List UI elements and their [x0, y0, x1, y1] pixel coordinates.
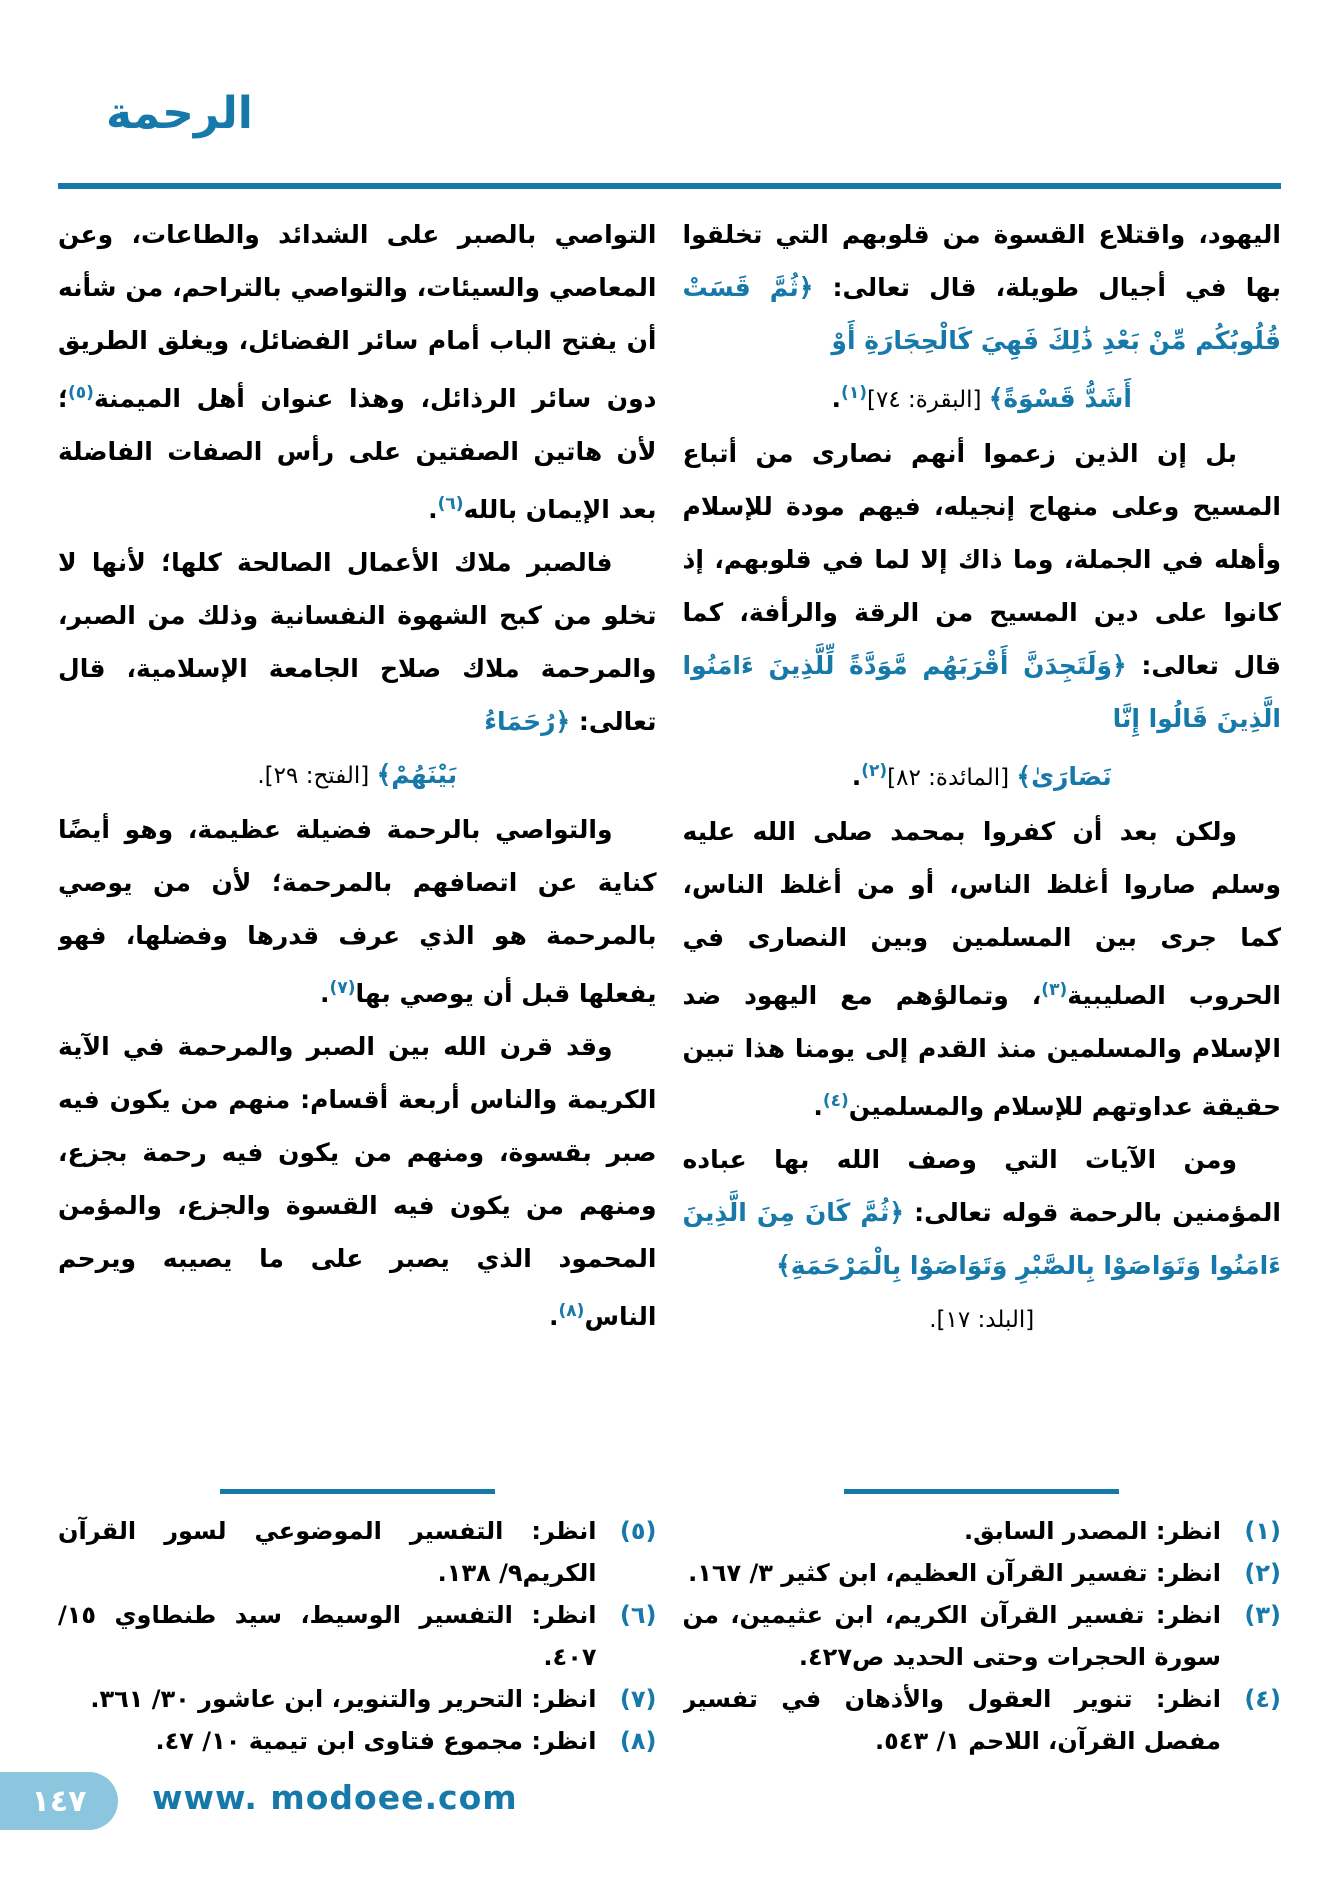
quran-verse: ﴿ثُمَّ كَانَ مِنَ الَّذِينَ ءَامَنُوا وَتَوَاصَوْا بِالصَّبْرِ وَتَوَاصَوْا بِالْمَرْحَمَةِ﴾	[682, 1198, 1281, 1280]
footnote	[683, 1594, 1282, 1678]
two-column-text-area	[58, 208, 1281, 1768]
footnote-ref: (٢)	[861, 761, 888, 781]
footnote-number: (٥)	[619, 1517, 657, 1545]
column-body-left	[58, 208, 657, 1343]
footnote-ref: (٣)	[1041, 980, 1068, 1000]
footnote-ref: (٦)	[437, 494, 464, 514]
verse-citation-line	[683, 367, 1282, 427]
footnote-number: (٧)	[619, 1685, 657, 1713]
ayah-citation: [الفتح: ٢٩].	[257, 763, 377, 789]
footnote-ref: (٨)	[558, 1301, 585, 1321]
body-text: .	[320, 979, 330, 1008]
paragraph	[683, 208, 1282, 427]
footnote-number: (٤)	[1244, 1685, 1281, 1713]
footnote-number: (٨)	[619, 1727, 657, 1755]
page-header-title: الرحمة	[106, 88, 253, 139]
text-column-left	[58, 208, 657, 1768]
footnote-text: انظر: المصدر السابق.	[964, 1517, 1221, 1545]
footnote-ref: (٥)	[68, 383, 94, 403]
footnote-separator	[844, 1489, 1119, 1494]
quran-verse: ﴿وَلَتَجِدَنَّ أَقْرَبَهُم مَّوَدَّةً لِّلَّذِينَ ءَامَنُوا الَّذِينَ قَالُوا إِنَّا	[682, 651, 1281, 733]
body-text: .	[549, 1302, 559, 1331]
paragraph	[58, 208, 657, 536]
footnote	[683, 1552, 1282, 1594]
footnote	[683, 1510, 1282, 1552]
body-text: .	[831, 384, 842, 413]
paragraph	[58, 803, 657, 1020]
ayah-citation: [البقرة: ٧٤]	[866, 387, 989, 413]
ayah-citation: [البلد: ١٧].	[929, 1307, 1035, 1333]
footnote-ref: (١)	[841, 383, 867, 403]
verse-citation-line	[683, 1292, 1282, 1347]
body-text: والتواصي بالرحمة فضيلة عظيمة، وهو أيضًا كناية عن اتصافهم بالمرحمة؛ لأن من يوصي بالمرحمة هو الذي عرف قدرها وفضلها، فهو يفعلها قبل أن يوصي بها	[58, 815, 657, 1008]
quran-verse: ﴿رُحَمَاءُ	[484, 707, 571, 736]
body-text: التواصي بالصبر على الشدائد والطاعات، وعن المعاصي والسيئات، والتواصي بالتراحم، من شأنه أن يفتح الباب أمام سائر الفضائل، ويغلق الطريق دون سائر الرذائل، وهذا عنوان أهل الميمنة	[58, 220, 657, 413]
footnote-text: انظر: التفسير الوسيط، سيد طنطاوي ١٥/ ٤٠٧.	[58, 1601, 597, 1671]
paragraph	[683, 427, 1282, 805]
body-text: .	[428, 495, 438, 524]
body-text: فالصبر ملاك الأعمال الصالحة كلها؛ لأنها لا تخلو من كبح الشهوة النفسانية وذلك من الصبر، والمرحمة ملاك صلاح الجامعة الإسلامية، قال تعالى:	[58, 548, 657, 736]
quran-verse: بَيْنَهُمْ﴾	[376, 760, 458, 789]
footnotes-right	[683, 1489, 1282, 1768]
page-number-badge	[0, 1772, 118, 1830]
footnote-ref: (٤)	[822, 1091, 849, 1111]
quran-verse: نَصَارَىٰ﴾	[1016, 762, 1112, 791]
column-body-right	[683, 208, 1282, 1347]
body-text: ؛ لأن هاتين الصفتين على رأس الصفات الفاضلة بعد الإيمان بالله	[58, 384, 657, 524]
quran-verse: ﴿ثُمَّ قَسَتْ قُلُوبُكُم مِّنْ بَعْدِ ذَٰلِكَ فَهِيَ كَالْحِجَارَةِ أَوْ	[682, 273, 1281, 355]
footnote-text: انظر: مجموع فتاوى ابن تيمية ١٠/ ٤٧.	[155, 1727, 597, 1755]
paragraph	[58, 536, 657, 803]
footnote-number: (٦)	[619, 1601, 657, 1629]
footnote-text: انظر: تنوير العقول والأذهان في تفسير مفصل القرآن، اللاحم ١/ ٥٤٣.	[682, 1685, 1221, 1755]
paragraph	[683, 1133, 1282, 1347]
body-text: ومن الآيات التي وصف الله بها عباده المؤمنين بالرحمة قوله تعالى:	[682, 1145, 1281, 1227]
footnote-ref: (٧)	[329, 978, 356, 998]
body-text: .	[851, 762, 862, 791]
ayah-citation: [المائدة: ٨٢]	[887, 765, 1017, 791]
verse-citation-line	[683, 745, 1282, 805]
header-rule	[58, 183, 1281, 189]
body-text: بل إن الذين زعموا أنهم نصارى من أتباع المسيح وعلى منهاج إنجيله، فيهم مودة للإسلام وأهله في الجملة، وما ذاك إلا لما في قلوبهم، إذ كانوا على دين المسيح من الرقة والرأفة، كما قال تعالى:	[682, 439, 1281, 680]
paragraph	[683, 805, 1282, 1133]
footnote-text: انظر: تفسير القرآن العظيم، ابن كثير ٣/ ١٦٧.	[688, 1559, 1221, 1587]
footnotes-left	[58, 1489, 657, 1768]
footnote	[58, 1678, 657, 1720]
body-text: .	[813, 1092, 823, 1121]
body-text: وقد قرن الله بين الصبر والمرحمة في الآية الكريمة والناس أربعة أقسام: منهم من يكون فيه صبر بقسوة، ومنهم من يكون فيه رحمة بجزع، ومنهم من يكون فيه القسوة والجزع، والمؤمن المحمود الذي يصبر على ما يصيبه ويرحم الناس	[58, 1032, 657, 1331]
footnote-text: انظر: تفسير القرآن الكريم، ابن عثيمين، من سورة الحجرات وحتى الحديد ص٤٢٧.	[682, 1601, 1221, 1671]
footnote	[58, 1720, 657, 1762]
footnote-number: (١)	[1244, 1517, 1281, 1545]
text-column-right	[683, 208, 1282, 1768]
paragraph	[58, 1020, 657, 1343]
page-number: ١٤٧	[31, 1783, 87, 1819]
quran-verse: أَشَدُّ قَسْوَةً﴾	[988, 384, 1132, 413]
verse-citation-line	[58, 748, 657, 803]
footnote-text: انظر: التفسير الموضوعي لسور القرآن الكريم٩/ ١٣٨.	[58, 1517, 597, 1587]
footnote-separator	[220, 1489, 495, 1494]
website-url: www. modoee.com	[152, 1778, 518, 1817]
footnote-number: (٣)	[1244, 1601, 1281, 1629]
footnote	[58, 1510, 657, 1594]
body-text: اليهود، واقتلاع القسوة من قلوبهم التي تخلقوا بها في أجيال طويلة، قال تعالى:	[682, 220, 1281, 302]
body-text: ولكن بعد أن كفروا بمحمد صلى الله عليه وسلم صاروا أغلظ الناس، أو من أغلظ الناس، كما جرى بين المسلمين وبين النصارى في الحروب الصليبية	[682, 817, 1281, 1010]
footnote-number: (٢)	[1244, 1559, 1281, 1587]
body-text: ، وتمالؤهم مع اليهود ضد الإسلام والمسلمين منذ القدم إلى يومنا هذا تبين حقيقة عداوتهم للإسلام والمسلمين	[682, 981, 1281, 1121]
footnote	[683, 1678, 1282, 1762]
footnote-text: انظر: التحرير والتنوير، ابن عاشور ٣٠/ ٣٦١.	[90, 1685, 597, 1713]
footnote	[58, 1594, 657, 1678]
